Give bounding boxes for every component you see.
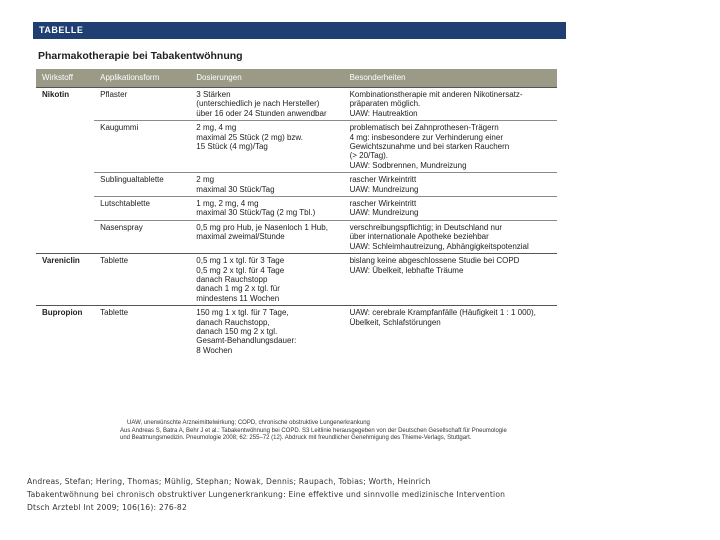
cell-line: rascher Wirkeintritt [349,199,417,209]
citation-title: Tabakentwöhnung bei chronisch obstruktiver Lungenerkrankung: Eine effektive und sinnvolle medizinische Intervention [27,490,506,499]
cell-line: (unterschiedlich je nach Hersteller) [196,99,320,109]
cell-line: 2 mg [196,175,215,185]
figure-banner: TABELLE [33,22,566,39]
cell-line: 4 mg: insbesondere zur Verhinderung einer [349,132,503,142]
cell-line: (> 20/Tag). [349,151,389,161]
cell-line: danach Rauchstopp, [196,317,270,327]
cell-line: 150 mg 1 x tgl. für 7 Tage, [196,308,289,318]
cell-wirkstoff: Vareniclin [36,254,94,306]
table-footnotes [120,420,560,443]
header-besonderheiten: Besonderheiten [344,69,557,88]
cell-line: Übelkeit, Schlafstörungen [349,317,441,327]
cell-line: danach Rauchstopp [196,274,268,284]
footnote-abbreviations: UAW, unerwünschte Arzneimittelwirkung; COPD, chronische obstruktive Lungenerkrankung [127,420,370,426]
cell-line: UAW: Hautreaktion [349,108,418,118]
cell-line: Kombinationstherapie mit anderen Nikotinersatz- [349,90,523,99]
cell-besonderheiten [344,173,557,197]
cell-line: über 16 oder 24 Stunden anwendbar [196,108,327,118]
table-row [36,220,557,253]
cell-applikationsform: Sublingualtablette [94,173,190,197]
cell-line: UAW: cerebrale Krampfanfälle (Häufigkeit 1 : 1 000), [349,308,536,318]
cell-dosierungen [190,173,343,197]
footnote-source-line-1: Aus Andreas S, Batra A, Behr J et al.: Tabakentwöhnung bei COPD. S3 Leitlinie herausgegeben von der Deutschen Gesellschaft für Pneumologie [120,427,507,434]
cell-besonderheiten [344,306,557,358]
table-figure [33,22,566,458]
cell-line: danach 150 mg 2 x tgl. [196,326,278,336]
citation-authors: Andreas, Stefan; Hering, Thomas; Mühlig, Stephan; Nowak, Dennis; Raupach, Tobias; Worth, Heinrich [27,477,431,486]
pharmacotherapy-table [36,69,557,357]
cell-applikationsform: Kaugummi [94,121,190,173]
cell-besonderheiten [344,254,557,306]
table-header-row [36,69,557,88]
cell-dosierungen [190,306,343,358]
table-row [36,306,557,358]
cell-line: mindestens 11 Wochen [196,293,280,303]
cell-besonderheiten [344,197,557,221]
cell-line: 0,5 mg 1 x tgl. für 3 Tage [196,256,285,266]
cell-wirkstoff [36,220,94,253]
cell-besonderheiten [344,88,557,121]
cell-applikationsform: Tablette [94,254,190,306]
cell-line: maximal 25 Stück (2 mg) bzw. [196,132,303,142]
cell-line: bislang keine abgeschlossene Studie bei COPD [349,256,520,266]
cell-dosierungen [190,121,343,173]
cell-line: 15 Stück (4 mg)/Tag [196,142,268,152]
cell-line: über internationale Apotheke beziehbar [349,232,489,242]
cell-dosierungen [190,254,343,306]
cell-line: 2 mg, 4 mg [196,123,237,133]
cell-line: problematisch bei Zahnprothesen-Trägern [349,123,499,133]
cell-line: UAW: Schleimhautreizung, Abhängigkeitspotenzial [349,241,529,251]
cell-dosierungen [190,220,343,253]
cell-line: danach 1 mg 2 x tgl. für [196,284,280,294]
cell-line: 1 mg, 2 mg, 4 mg [196,199,259,209]
cell-wirkstoff [36,173,94,197]
cell-applikationsform: Nasenspray [94,220,190,253]
cell-besonderheiten [344,220,557,253]
table-title: Pharmakotherapie bei Tabakentwöhnung [38,50,243,62]
cell-line: maximal zweimal/Stunde [196,232,285,242]
table-body [36,88,557,358]
cell-wirkstoff: Nikotin [36,88,94,121]
cell-line: UAW: Übelkeit, lebhafte Träume [349,265,464,275]
table-row [36,254,557,306]
cell-line: Gewichtszunahme und bei starken Rauchern [349,142,510,152]
cell-line: UAW: Mundreizung [349,208,419,218]
cell-line: 0,5 mg pro Hub, je Nasenloch 1 Hub, [196,222,328,232]
cell-besonderheiten [344,121,557,173]
table-row [36,121,557,173]
cell-applikationsform: Lutschtablette [94,197,190,221]
header-wirkstoff: Wirkstoff [36,69,94,88]
table-row [36,88,557,121]
cell-line: rascher Wirkeintritt [349,175,417,185]
cell-wirkstoff [36,197,94,221]
footnote-source-line-2: und Beatmungsmedizin. Pneumologie 2008; 62: 255–72 (12). Abdruck mit freundlicher Genehmigung des Thieme-Verlags, Stuttgart. [120,435,472,441]
cell-dosierungen [190,88,343,121]
cell-line: maximal 30 Stück/Tag [196,184,275,194]
citation-block [27,475,505,514]
cell-line: UAW: Sodbrennen, Mundreizung [349,160,467,170]
cell-line: Gesamt-Behandlungsdauer: [196,336,297,346]
table-row [36,173,557,197]
table-row [36,197,557,221]
cell-line: verschreibungspflichtig; in Deutschland nur [349,222,503,232]
cell-applikationsform: Tablette [94,306,190,358]
cell-wirkstoff: Bupropion [36,306,94,358]
cell-line: 0,5 mg 2 x tgl. für 4 Tage [196,265,285,275]
header-dosierungen: Dosierungen [190,69,343,88]
cell-line: maximal 30 Stück/Tag (2 mg Tbl.) [196,208,316,218]
cell-dosierungen [190,197,343,221]
cell-applikationsform: Pflaster [94,88,190,121]
cell-wirkstoff [36,121,94,173]
cell-line: 8 Wochen [196,345,233,355]
header-applikationsform: Applikationsform [94,69,190,88]
cell-line: 3 Stärken [196,90,231,99]
cell-line: UAW: Mundreizung [349,184,419,194]
cell-line: präparaten möglich. [349,99,421,109]
citation-journal: Dtsch Arztebl Int 2009; 106(16): 276-82 [27,503,187,512]
